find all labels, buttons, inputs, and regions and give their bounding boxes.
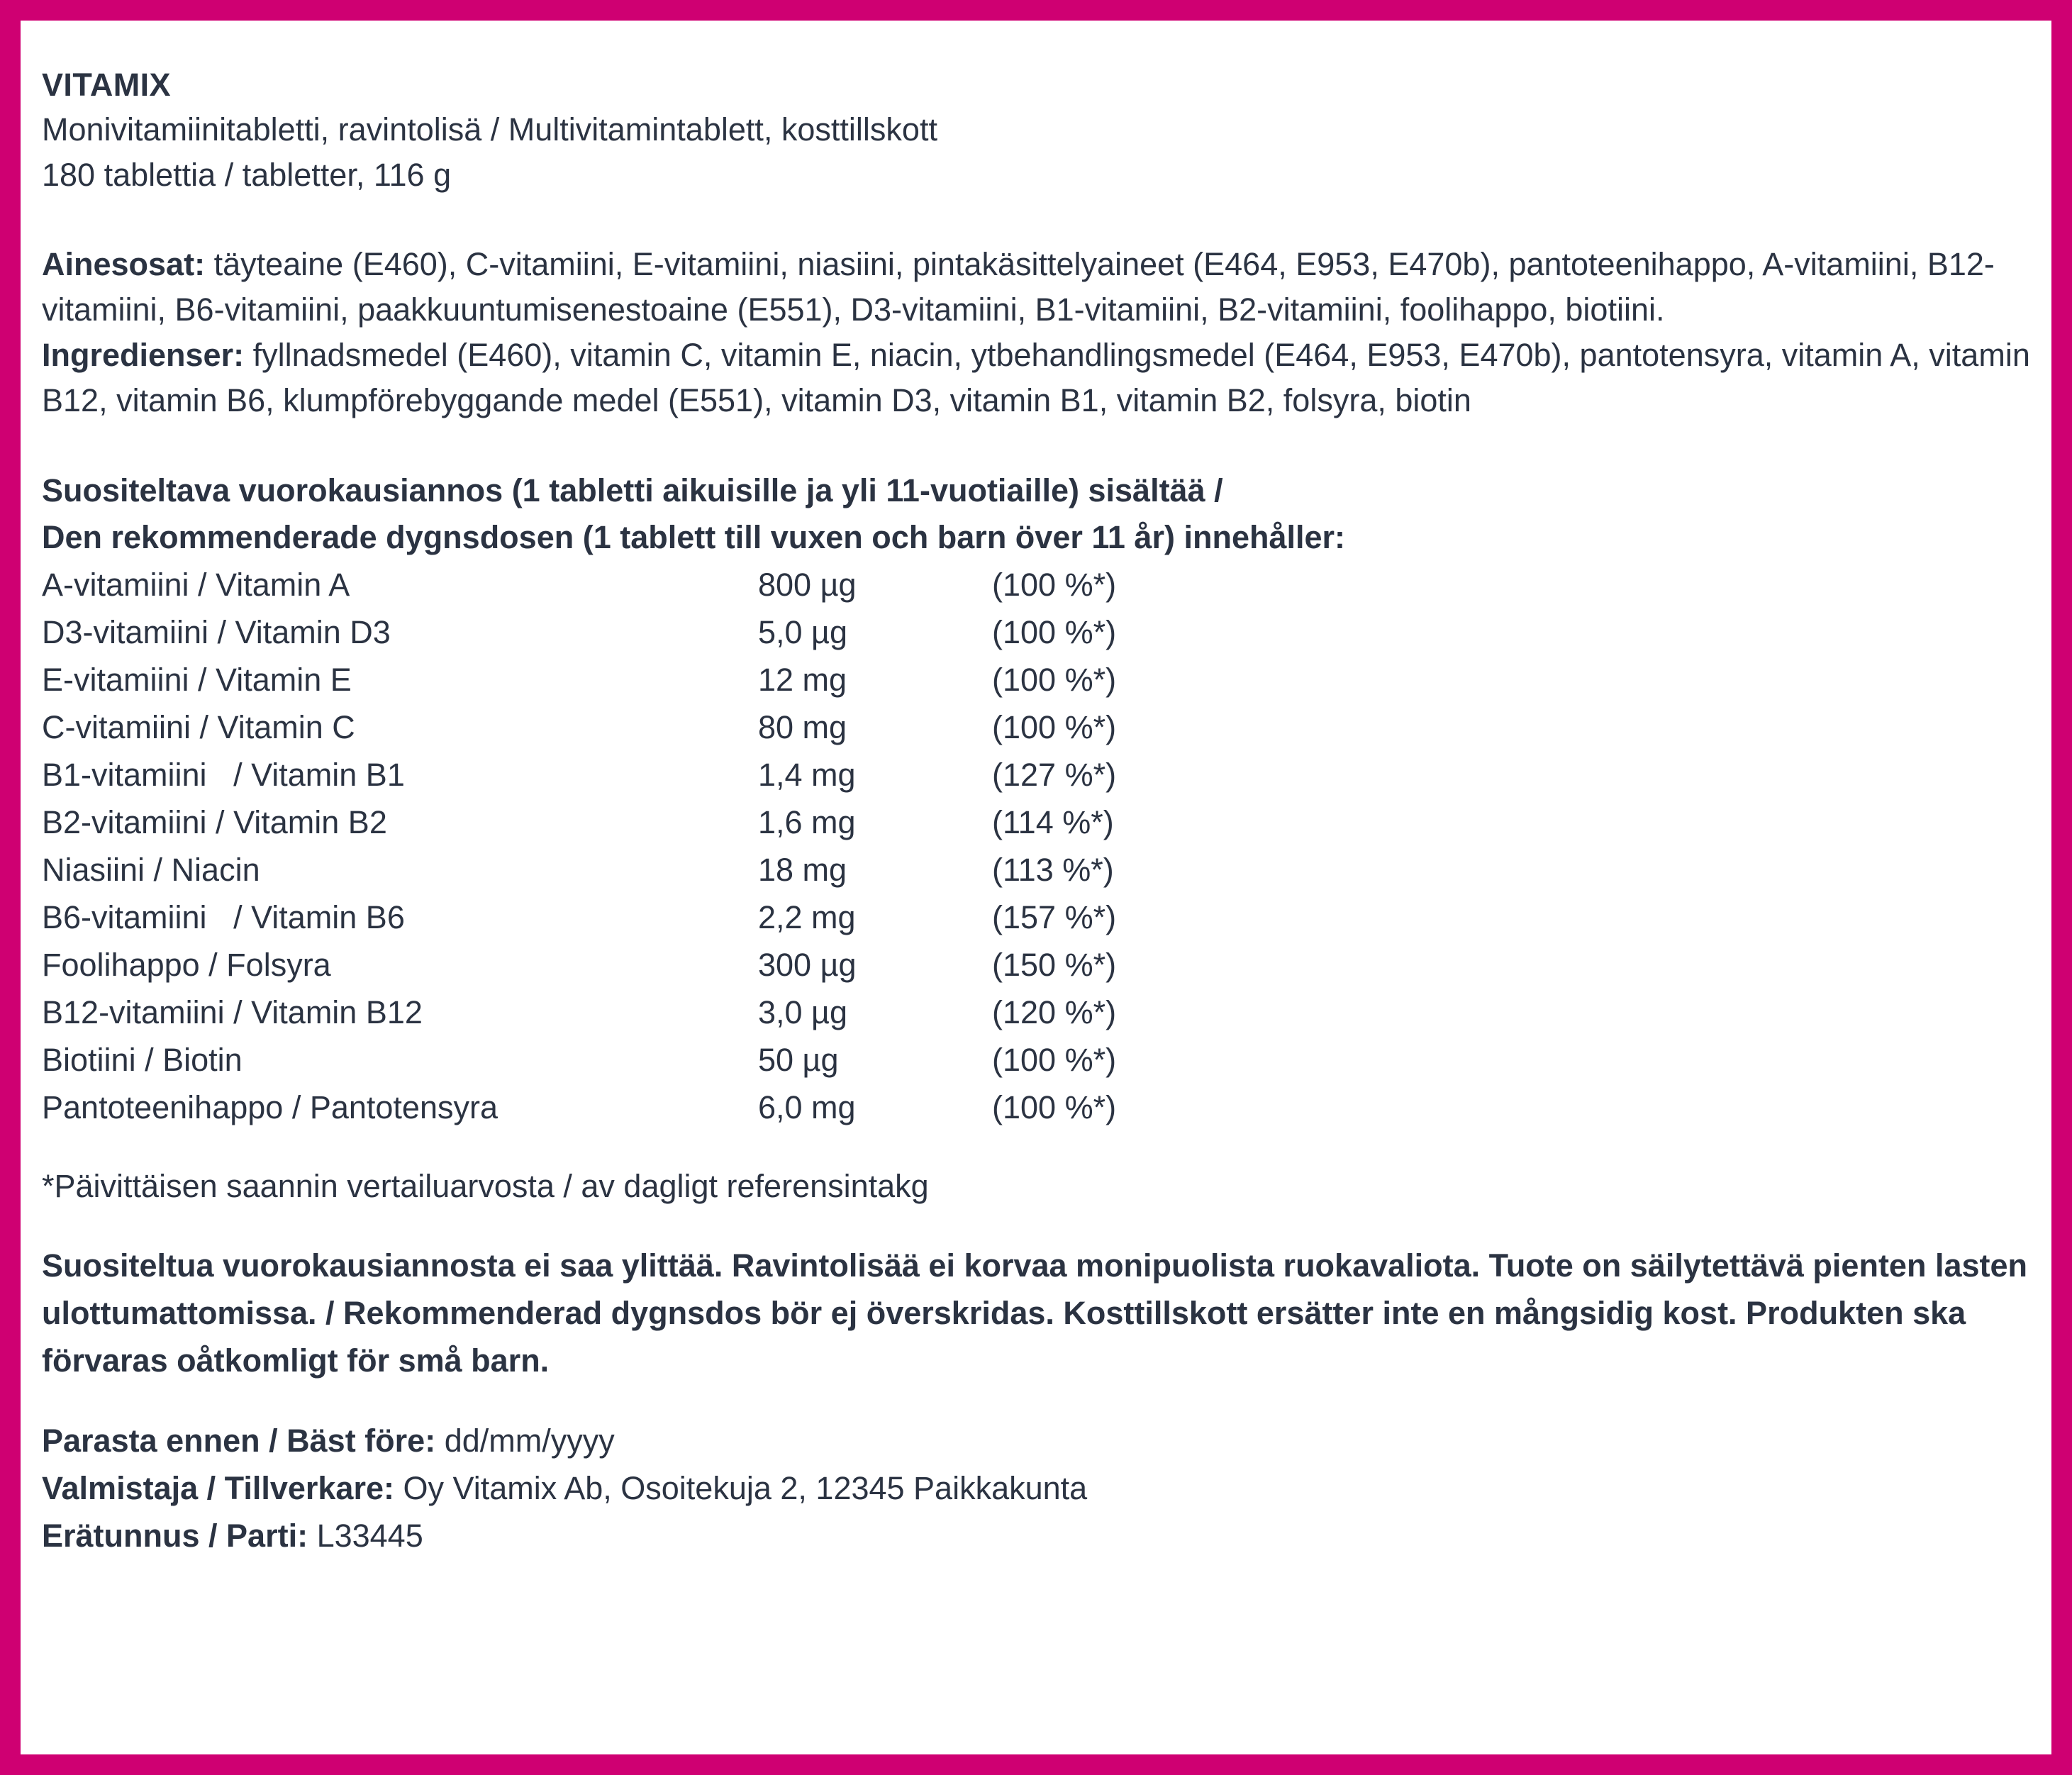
nutrient-amount: 800 µg bbox=[758, 567, 857, 603]
nutrient-row bbox=[42, 751, 1261, 799]
nutrient-amount: 5,0 µg bbox=[758, 614, 848, 650]
nutrient-amount: 12 mg bbox=[758, 662, 847, 698]
nutrient-percent: (100 %*) bbox=[992, 662, 1117, 698]
spacer-after-ingredients bbox=[42, 423, 2051, 467]
nutrient-amount: 300 µg bbox=[758, 947, 857, 983]
nutrient-percent: (100 %*) bbox=[992, 1042, 1117, 1078]
batch-row bbox=[42, 1512, 2051, 1559]
manufacturer-label: Valmistaja / Tillverkare: bbox=[42, 1470, 394, 1506]
nutrient-percent: (100 %*) bbox=[992, 567, 1117, 603]
nutrient-percent: (150 %*) bbox=[992, 947, 1117, 983]
label-content bbox=[21, 21, 2051, 1754]
ingredients-swedish bbox=[42, 333, 2051, 423]
nutrient-row bbox=[42, 846, 1261, 894]
nutrient-name: B1-vitamiini / Vitamin B1 bbox=[42, 757, 405, 793]
nutrient-row bbox=[42, 703, 1261, 751]
nutrient-table bbox=[42, 561, 1261, 1131]
nutrient-percent: (157 %*) bbox=[992, 899, 1117, 935]
nutrient-amount: 1,6 mg bbox=[758, 804, 856, 840]
dose-heading-swedish: Den rekommenderade dygnsdosen (1 tablett till vuxen och barn över 11 år) innehåller: bbox=[42, 519, 1346, 555]
nutrient-name: Pantoteenihappo / Pantotensyra bbox=[42, 1089, 498, 1125]
nutrient-row bbox=[42, 941, 1261, 989]
nutrient-amount: 50 µg bbox=[758, 1042, 839, 1078]
product-quantity: 180 tablettia / tabletter, 116 g bbox=[42, 157, 452, 193]
manufacturer-value: Oy Vitamix Ab, Osoitekuja 2, 12345 Paikkakunta bbox=[394, 1470, 1088, 1506]
best-before-row bbox=[42, 1417, 2051, 1464]
nutrient-row bbox=[42, 561, 1261, 608]
best-before-value: dd/mm/yyyy bbox=[435, 1423, 615, 1459]
nutrient-name: B12-vitamiini / Vitamin B12 bbox=[42, 994, 423, 1030]
nutrient-row bbox=[42, 989, 1261, 1036]
spacer-after-header bbox=[42, 198, 2051, 242]
nutrient-name: Foolihappo / Folsyra bbox=[42, 947, 331, 983]
ingredients-finnish-label: Ainesosat: bbox=[42, 246, 206, 282]
nutrient-name: A-vitamiini / Vitamin A bbox=[42, 567, 350, 603]
ingredients-swedish-text: fyllnadsmedel (E460), vitamin C, vitamin E, niacin, ytbehandlingsmedel (E464, E953, E470b), pantotensyra, vitamin A, vitamin B12, vitamin B6, klumpförebyggande medel (E551), vitamin D3, vitamin B1, vitamin B2, folsyra, biotin bbox=[42, 337, 2030, 418]
product-meta-section bbox=[42, 1417, 2051, 1559]
nutrient-name: B6-vitamiini / Vitamin B6 bbox=[42, 899, 405, 935]
product-name: VITAMIX bbox=[42, 67, 171, 103]
nutrient-amount: 3,0 µg bbox=[758, 994, 848, 1030]
nutrient-row bbox=[42, 1036, 1261, 1084]
ingredients-swedish-label: Ingredienser: bbox=[42, 337, 245, 373]
nutrient-row bbox=[42, 608, 1261, 656]
nutrient-amount: 1,4 mg bbox=[758, 757, 856, 793]
dose-heading-finnish: Suositeltava vuorokausiannos (1 tabletti aikuisille ja yli 11-vuotiaille) sisältää / bbox=[42, 472, 1223, 508]
nutrient-percent: (100 %*) bbox=[992, 1089, 1117, 1125]
ingredients-section bbox=[42, 242, 2051, 423]
nutrient-row bbox=[42, 1084, 1261, 1131]
nutrient-percent: (113 %*) bbox=[992, 852, 1114, 888]
manufacturer-row bbox=[42, 1464, 2051, 1512]
nutrient-amount: 6,0 mg bbox=[758, 1089, 856, 1125]
spacer-after-footnote bbox=[42, 1209, 2051, 1242]
nutrient-name: D3-vitamiini / Vitamin D3 bbox=[42, 614, 391, 650]
nutrient-row bbox=[42, 799, 1261, 846]
ingredients-finnish-text: täyteaine (E460), C-vitamiini, E-vitamiini, niasiini, pintakäsittelyaineet (E464, E953, E470b), pantoteenihappo, A-vitamiini, B12-vitamiini, B6-vitamiini, paakkuuntumisenestoaine (E551), D3-vitamiini, B1-vitamiini, B2-vitamiini, foolihappo, biotiini. bbox=[42, 246, 1995, 328]
batch-value: L33445 bbox=[308, 1518, 423, 1554]
nutrient-percent: (120 %*) bbox=[992, 994, 1117, 1030]
nutrient-name: Biotiini / Biotin bbox=[42, 1042, 243, 1078]
nutrient-amount: 2,2 mg bbox=[758, 899, 856, 935]
nutrient-name: Niasiini / Niacin bbox=[42, 852, 260, 888]
batch-label: Erätunnus / Parti: bbox=[42, 1518, 308, 1554]
nutrient-percent: (100 %*) bbox=[992, 614, 1117, 650]
nutrient-name: B2-vitamiini / Vitamin B2 bbox=[42, 804, 387, 840]
spacer-after-table bbox=[42, 1131, 2051, 1164]
nutrient-name: C-vitamiini / Vitamin C bbox=[42, 709, 355, 745]
product-description: Monivitamiinitabletti, ravintolisä / Multivitamintablett, kosttillskott bbox=[42, 111, 937, 148]
nutrient-row bbox=[42, 656, 1261, 703]
reference-intake-footnote: *Päivittäisen saannin vertailuarvosta / av dagligt referensintakg bbox=[42, 1168, 929, 1204]
nutrient-percent: (114 %*) bbox=[992, 804, 1114, 840]
nutrient-amount: 18 mg bbox=[758, 852, 847, 888]
nutrient-percent: (100 %*) bbox=[992, 709, 1117, 745]
nutrient-table-body bbox=[42, 561, 1261, 1131]
nutrient-percent: (127 %*) bbox=[992, 757, 1117, 793]
nutrient-row bbox=[42, 894, 1261, 941]
ingredients-finnish bbox=[42, 242, 2051, 333]
nutrient-name: E-vitamiini / Vitamin E bbox=[42, 662, 352, 698]
best-before-label: Parasta ennen / Bäst före: bbox=[42, 1423, 436, 1459]
warning-section bbox=[42, 1242, 2051, 1384]
spacer-after-warning bbox=[42, 1384, 2051, 1417]
nutrient-amount: 80 mg bbox=[758, 709, 847, 745]
warning-text: Suositeltua vuorokausiannosta ei saa ylittää. Ravintolisää ei korvaa monipuolista ruokavaliota. Tuote on säilytettävä pienten lasten ulottumattomissa. / Rekommenderad dygnsdos bör ej överskridas. Kosttillskott ersätter inte en mångsidig kost. Produkten ska förvaras oåtkomligt för små barn. bbox=[42, 1247, 2027, 1379]
